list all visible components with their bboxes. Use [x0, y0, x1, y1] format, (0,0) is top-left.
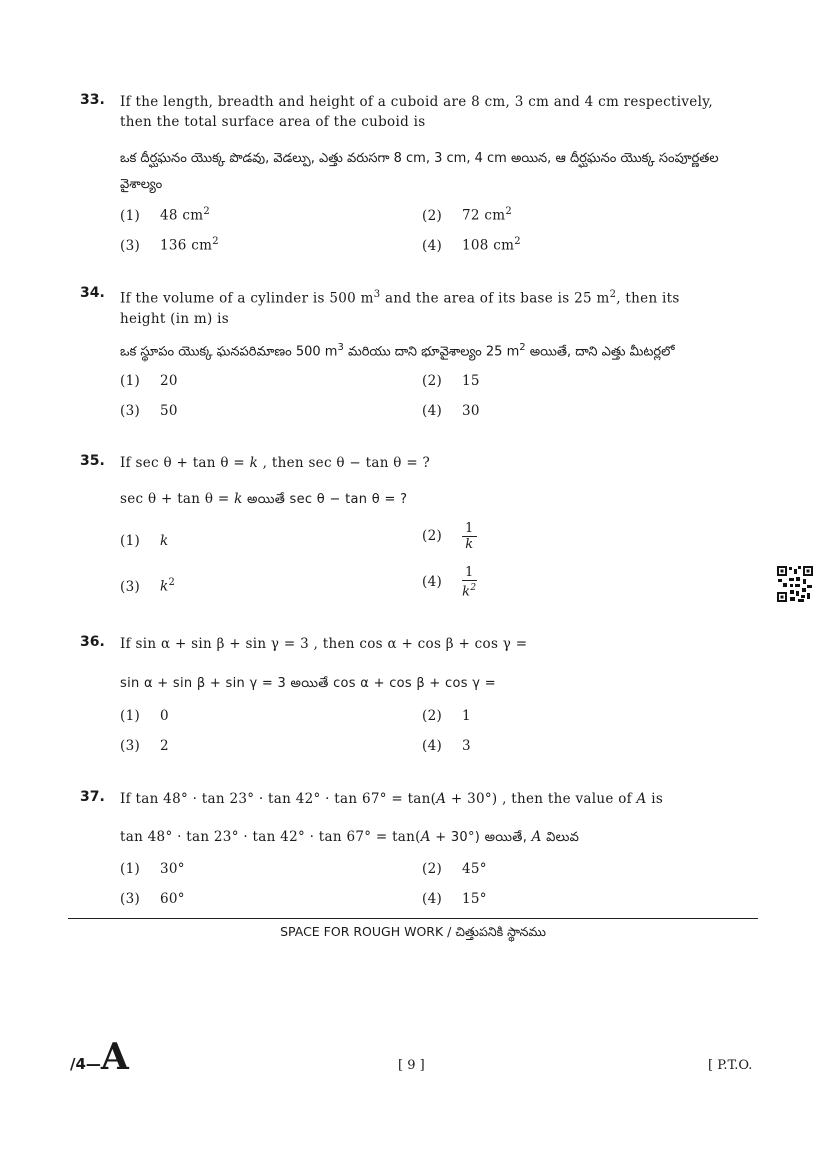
fraction — [462, 521, 477, 552]
question-text-telugu — [120, 827, 760, 848]
option-label: (3) — [120, 738, 141, 754]
denominator-variable: k — [462, 584, 471, 600]
option-exponent: 2 — [212, 236, 219, 247]
question-text-telugu — [120, 489, 760, 510]
text-segment: is — [646, 791, 664, 807]
pto-label: [ P.T.O. — [708, 1058, 753, 1073]
option-label: (1) — [120, 708, 141, 724]
text-segment: tan 48° · tan 23° · tan 42° · tan 67° = tan( — [120, 829, 421, 845]
text-segment: and the area of its base is 25 m — [380, 290, 610, 307]
booklet-code — [70, 1036, 129, 1078]
question-line: వైశాల్యం — [120, 177, 163, 192]
text-segment: + 30°) , then the value of — [446, 791, 637, 807]
option-label: (4) — [422, 403, 443, 419]
option-label: (4) — [422, 738, 443, 754]
variable-a: A — [636, 791, 647, 807]
option-4[interactable] — [422, 565, 477, 599]
option-4[interactable] — [422, 403, 480, 419]
question-number: 33. — [80, 92, 105, 108]
exponent: 2 — [609, 289, 617, 300]
option-label: (4) — [422, 891, 443, 907]
option-value: 45° — [462, 861, 487, 877]
option-value: 108 cm — [462, 237, 515, 254]
denominator — [462, 581, 476, 599]
question-line — [120, 285, 760, 309]
text-segment: If tan 48° · tan 23° · tan 42° · tan 67° = tan( — [120, 791, 437, 807]
option-label: (1) — [120, 207, 141, 224]
option-label: (2) — [422, 861, 443, 877]
fraction — [462, 565, 477, 599]
exponent: 3 — [373, 289, 381, 300]
page-number: [ 9 ] — [398, 1058, 425, 1073]
option-value: k — [160, 533, 169, 549]
variable-a: A — [531, 829, 542, 845]
option-3[interactable] — [120, 738, 169, 754]
question-number: 37. — [80, 789, 105, 805]
option-value: 15 — [462, 373, 480, 389]
option-2[interactable] — [422, 708, 471, 724]
option-label: (3) — [120, 891, 141, 907]
option-4[interactable] — [422, 738, 471, 754]
text-segment: అయితే, దాని ఎత్తు మీటర్లలో — [525, 344, 675, 360]
question-line: height (in m) is — [120, 310, 230, 327]
booklet-code-prefix: /4— — [70, 1055, 101, 1073]
option-1[interactable] — [120, 861, 185, 877]
option-1[interactable] — [120, 206, 210, 224]
option-value: 30° — [160, 861, 185, 877]
option-3[interactable] — [120, 236, 219, 254]
qr-code-icon — [776, 565, 814, 603]
rough-work-label: SPACE FOR ROUGH WORK / చిత్తుపనికి స్థానము — [280, 924, 546, 939]
option-exponent: 2 — [505, 206, 513, 217]
option-value: k — [160, 578, 169, 595]
option-label: (1) — [120, 533, 141, 549]
option-label: (4) — [422, 573, 443, 590]
booklet-code-letter: A — [100, 1036, 129, 1078]
option-value: 72 cm — [462, 207, 506, 224]
question-line: then the total surface area of the cuboid is — [120, 114, 426, 130]
divider — [68, 918, 758, 919]
option-value: 136 cm — [160, 237, 213, 254]
variable-k: k — [249, 455, 259, 471]
numerator: 1 — [462, 565, 477, 581]
question-number: 34. — [80, 285, 105, 301]
option-3[interactable] — [120, 403, 178, 419]
option-label: (4) — [422, 237, 443, 254]
option-1[interactable] — [120, 533, 168, 549]
question-number: 35. — [80, 453, 105, 469]
variable-a: A — [436, 791, 447, 807]
option-value: 30 — [462, 403, 480, 419]
text-segment: sec θ + tan θ = — [120, 491, 235, 507]
option-value: 48 cm — [160, 207, 204, 224]
question-text-english — [120, 285, 760, 329]
question-text-telugu — [120, 335, 760, 365]
option-label: (2) — [422, 373, 443, 389]
question-36 — [80, 634, 760, 764]
option-value: 0 — [160, 708, 169, 724]
option-exponent: 2 — [514, 236, 521, 247]
option-label: (1) — [120, 373, 141, 389]
text-segment: If the volume of a cylinder is 500 m — [120, 290, 374, 307]
text-segment: ఒక స్థూపం యొక్క ఘనపరిమాణం 500 m — [120, 344, 338, 360]
option-label: (3) — [120, 237, 141, 254]
option-label: (2) — [422, 207, 443, 224]
option-3[interactable] — [120, 577, 175, 595]
question-34 — [80, 285, 760, 425]
option-4[interactable] — [422, 891, 487, 907]
option-3[interactable] — [120, 891, 185, 907]
exponent: 2 — [519, 342, 526, 353]
option-exponent: 2 — [203, 206, 211, 217]
option-2[interactable] — [422, 521, 477, 552]
option-label: (3) — [120, 403, 141, 419]
text-segment: , then its — [616, 290, 680, 307]
option-1[interactable] — [120, 373, 178, 389]
option-value: 3 — [462, 738, 471, 754]
text-segment: విలువ — [541, 830, 580, 845]
question-37 — [80, 789, 760, 914]
question-line: ఒక దీర్ఘఘనం యొక్క పొడవు, వెడల్పు, ఎత్తు వరుసగా 8 cm, 3 cm, 4 cm అయిన, ఆ దీర్ఘఘనం యొక్క సంపూర్ణతల — [120, 151, 719, 166]
text-segment: మరియు దాని భూవైశాల్యం 25 m — [343, 344, 520, 360]
question-33 — [80, 92, 760, 262]
question-text-english — [120, 92, 760, 132]
denominator-exponent: 2 — [470, 583, 477, 593]
option-label: (1) — [120, 861, 141, 877]
option-value: 60° — [160, 891, 185, 907]
question-text-english: If sin α + sin β + sin γ = 3 , then cos α + cos β + cos γ = — [120, 636, 528, 652]
question-text-telugu: sin α + sin β + sin γ = 3 అయితే cos α + cos β + cos γ = — [120, 676, 496, 691]
option-value: 1 — [462, 708, 471, 724]
option-2[interactable] — [422, 373, 480, 389]
question-line: If the length, breadth and height of a cuboid are 8 cm, 3 cm and 4 cm respectively, — [120, 94, 713, 110]
question-text-english — [120, 453, 760, 473]
option-2[interactable] — [422, 861, 487, 877]
exponent: 3 — [337, 342, 344, 353]
option-exponent: 2 — [168, 577, 176, 588]
option-4[interactable] — [422, 236, 521, 254]
option-value: 2 — [160, 738, 169, 754]
question-text-english — [120, 789, 760, 809]
option-value: 50 — [160, 403, 178, 419]
numerator: 1 — [462, 521, 477, 537]
option-value: 20 — [160, 373, 178, 389]
text-segment: అయితే sec θ − tan θ = ? — [242, 492, 408, 507]
option-label: (2) — [422, 708, 443, 724]
question-text-telugu — [120, 146, 760, 198]
text-segment: If sec θ + tan θ = — [120, 455, 250, 471]
option-2[interactable] — [422, 206, 512, 224]
text-segment: + 30°) అయితే, — [430, 830, 532, 845]
option-label: (2) — [422, 528, 443, 544]
text-segment: , then sec θ − tan θ = ? — [258, 455, 431, 471]
option-label: (3) — [120, 578, 141, 595]
option-value: 15° — [462, 891, 487, 907]
variable-k: k — [234, 491, 243, 507]
question-number: 36. — [80, 634, 105, 650]
question-35 — [80, 453, 760, 613]
variable-a: A — [420, 829, 431, 845]
denominator: k — [465, 537, 474, 552]
option-1[interactable] — [120, 708, 169, 724]
